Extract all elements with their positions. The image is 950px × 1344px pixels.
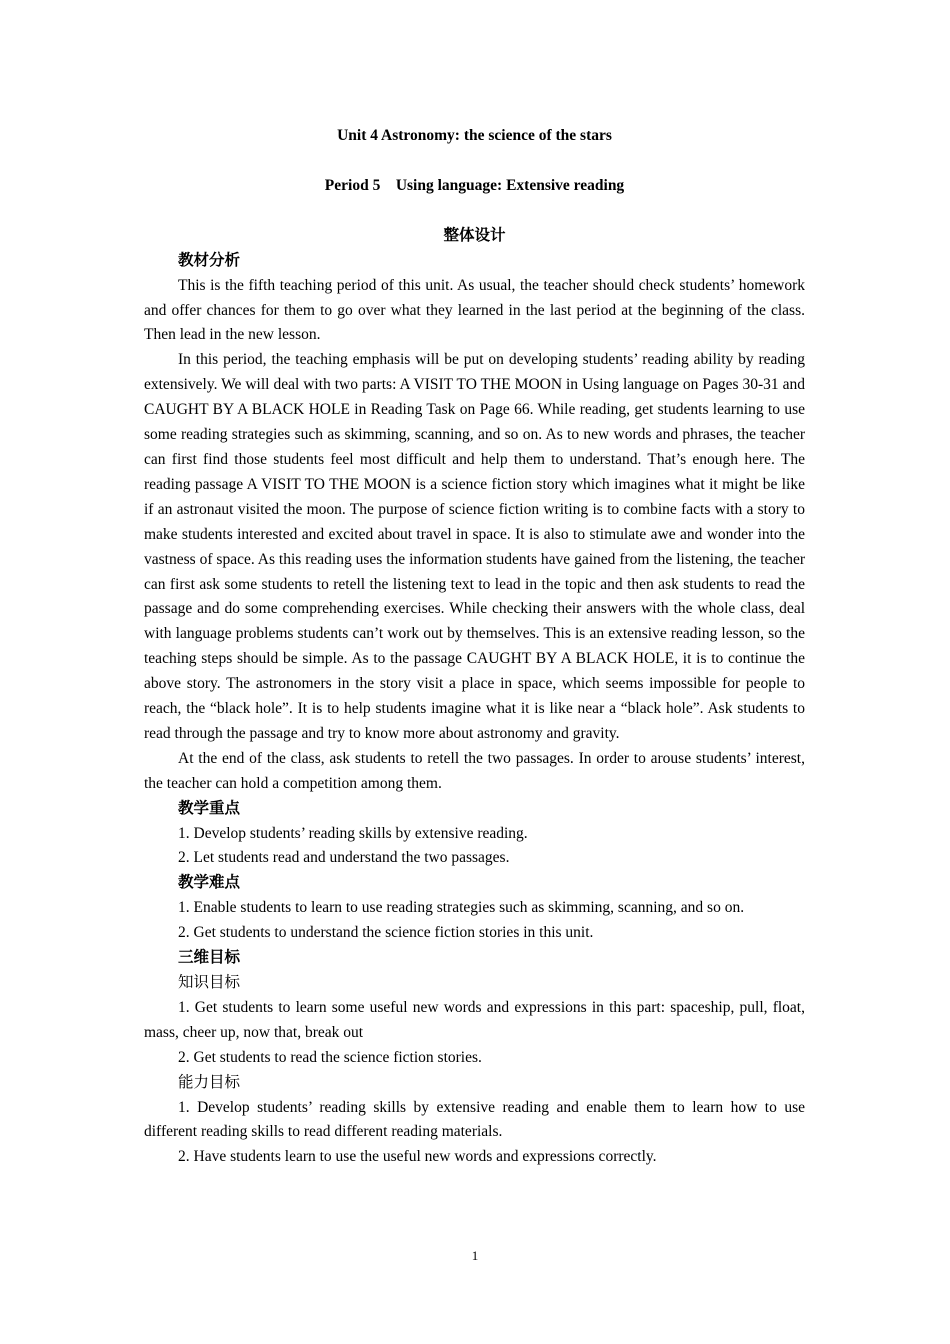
difficult-point-item: 1. Enable students to learn to use reading strategies such as skimming, scanning, and so on. — [178, 899, 745, 917]
analysis-heading: 教材分析 — [178, 251, 241, 269]
difficult-point-item: 2. Get students to understand the science fiction stories in this unit. — [178, 924, 594, 942]
analysis-paragraph: In this period, the teaching emphasis will be put on developing students’ reading ability by reading extensively. We will deal with two parts: A VISIT TO THE MOON in Using language on Pages 30-31 and CAUGHT BY A BLACK HOLE in Reading Task on Page 66. While reading, get students learning to use some reading strategies such as skimming, scanning, and so on. As to new words and phrases, the teacher can first find those students feel most difficult and help them to understand. That’s enough here. The reading passage A VISIT TO THE MOON is a science fiction story which imagines what it might be like if an astronaut visited the moon. The purpose of science fiction writing is to combine facts with a story to make students interested and excited about travel in space. It is also to stimulate awe and wonder into the vastness of space. As this reading uses the information students have gained from the listening, the teacher can first ask some students to retell the listening text to lead in the topic and then ask students to read the passage and do some comprehending exercises. While checking their answers with the whole class, deal with language problems students can’t work out by themselves. This is an extensive reading lesson, so the teaching steps should be simple. As to the passage CAUGHT BY A BLACK HOLE, it is to continue the above story. The astronomers in the story visit a place in space, which seems impossible for people to reach, the “black hole”. It is to help students imagine what it is like near a “black hole”. Ask students to read through the passage and try to know more about astronomy and gravity. — [144, 351, 805, 742]
analysis-paragraph: This is the fifth teaching period of this unit. As usual, the teacher should check students’ homework and offer chances for them to go over what they learned in the last period at the beginning of the class. Then lead in the new lesson. — [144, 276, 805, 344]
ability-objectives-label: 能力目标 — [178, 1073, 241, 1091]
difficult-points-heading: 教学难点 — [178, 874, 241, 892]
key-points-heading: 教学重点 — [178, 799, 241, 817]
ability-objective-item: 1. Develop students’ reading skills by extensive reading and enable them to learn how to use different reading skills to read different reading materials. — [144, 1098, 805, 1141]
ability-objective-item: 2. Have students learn to use the useful new words and expressions correctly. — [178, 1148, 657, 1166]
analysis-paragraph: At the end of the class, ask students to retell the two passages. In order to arouse students’ interest, the teacher can hold a competition among them. — [144, 749, 805, 792]
document-body — [144, 124, 805, 1170]
knowledge-objective-item: 1. Get students to learn some useful new words and expressions in this part: spaceship, pull, float, mass, cheer up, now that, break out — [144, 998, 805, 1041]
page-number: 1 — [471, 1248, 479, 1263]
knowledge-objective-item: 2. Get students to read the science fiction stories. — [178, 1048, 482, 1066]
design-title: 整体设计 — [443, 226, 506, 244]
period-title: Period 5 Using language: Extensive reading — [324, 176, 625, 194]
key-point-item: 2. Let students read and understand the two passages. — [178, 849, 510, 867]
unit-title: Unit 4 Astronomy: the science of the stars — [337, 127, 612, 144]
key-point-item: 1. Develop students’ reading skills by extensive reading. — [178, 824, 528, 842]
objectives-heading: 三维目标 — [178, 949, 241, 967]
knowledge-objectives-label: 知识目标 — [178, 974, 241, 991]
